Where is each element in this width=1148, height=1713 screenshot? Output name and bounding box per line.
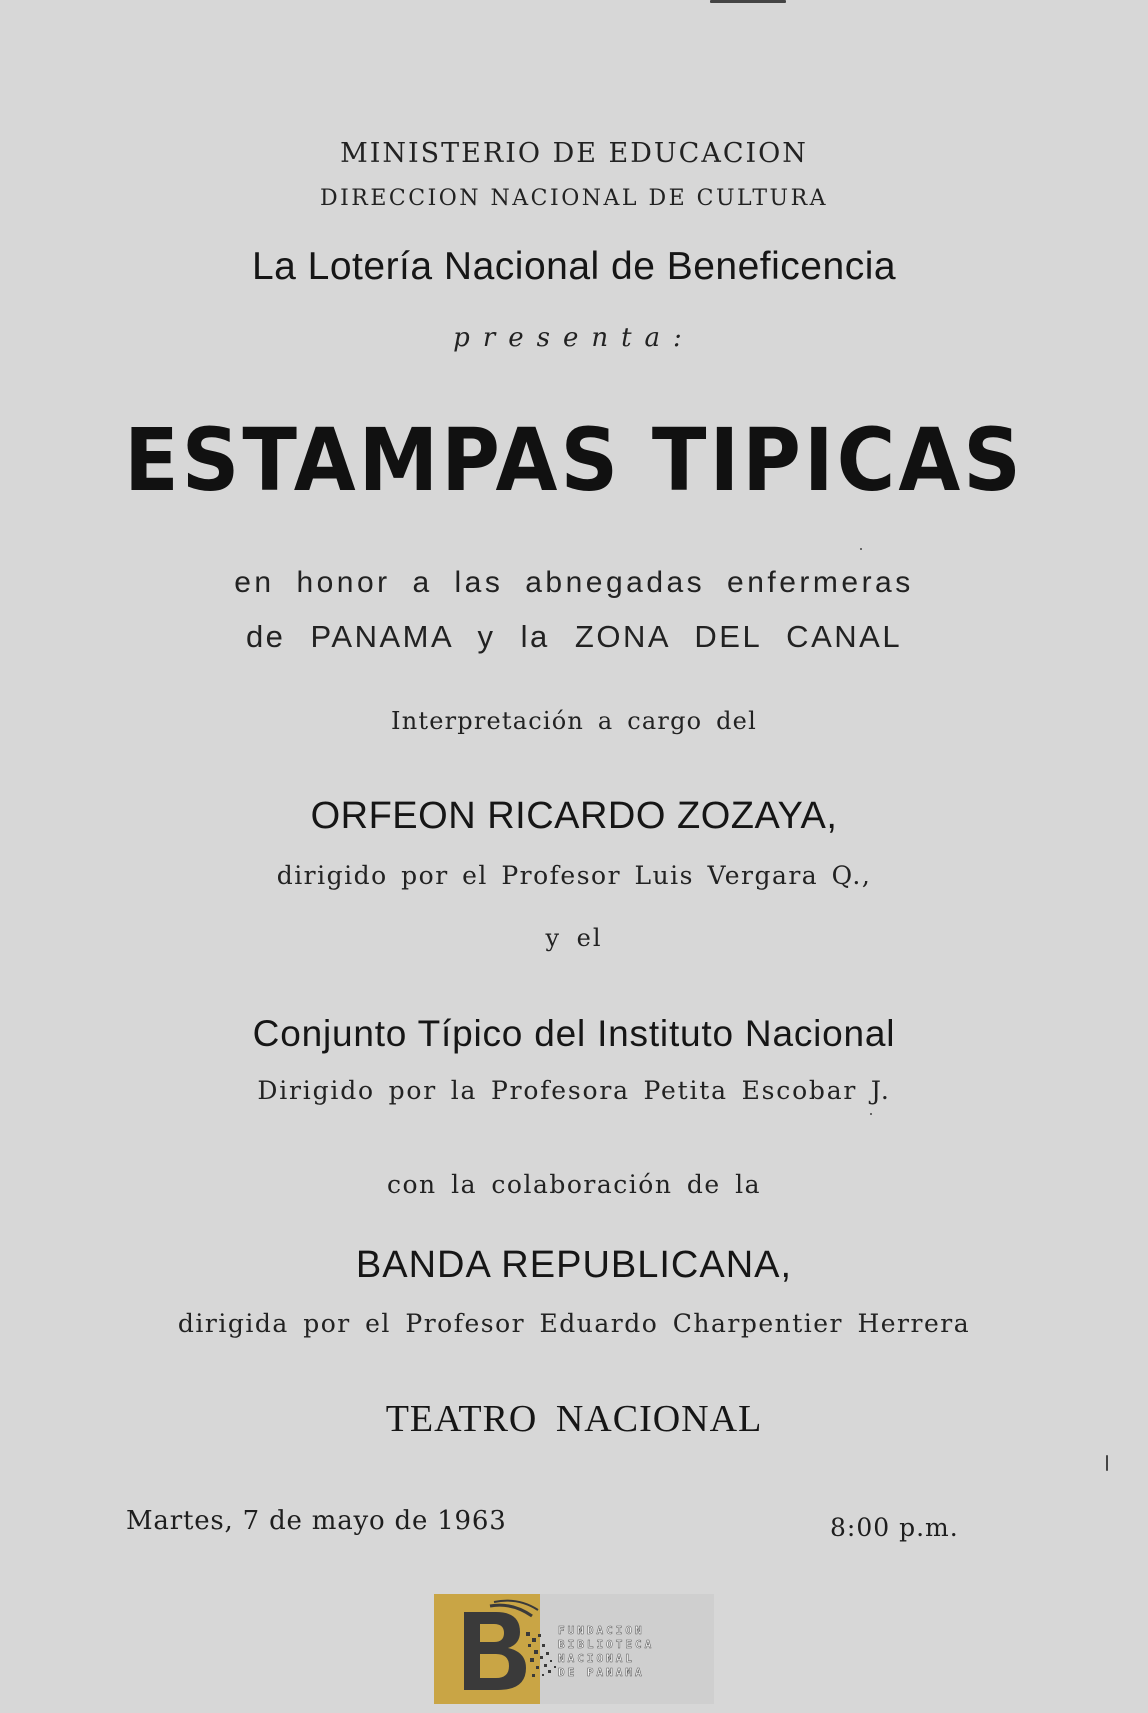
conjunto-director: Dirigido por la Profesora Petita Escobar J.	[257, 1076, 891, 1105]
dedication-line-2: de PANAMA y la ZONA DEL CANAL	[245, 619, 903, 654]
scan-speck	[870, 1113, 872, 1115]
event-time: 8:00 p.m.	[830, 1513, 959, 1542]
dedication-line-1: en honor a las abnegadas enfermeras	[234, 566, 914, 599]
logo-line-1: FUNDACION	[558, 1624, 645, 1637]
library-logo	[434, 1594, 714, 1704]
conjunto-name: Conjunto Típico del Instituto Nacional	[252, 1013, 896, 1054]
logo-line-4: DE PANAMA	[558, 1666, 645, 1679]
ministerio-heading: MINISTERIO DE EDUCACION	[340, 138, 808, 169]
logo-line-3: NACIONAL	[558, 1652, 635, 1665]
loteria-heading: La Lotería Nacional de Beneficencia	[251, 245, 897, 288]
logo-line-2: BIBLIOTECA	[558, 1638, 655, 1651]
orfeon-name: ORFEON RICARDO ZOZAYA,	[310, 795, 838, 837]
collaboration-text: con la colaboración de la	[386, 1170, 762, 1199]
conjunction-text: y el	[545, 924, 603, 952]
logo-text	[558, 1624, 704, 1680]
scan-speck	[1106, 1455, 1108, 1471]
scan-speck	[710, 0, 786, 3]
orfeon-director: dirigido por el Profesor Luis Vergara Q.,	[276, 861, 872, 890]
event-title: ESTAMPAS TIPICAS	[124, 410, 1024, 511]
interpretation-text: Interpretación a cargo del	[391, 707, 757, 735]
venue-name: TEATRO NACIONAL	[385, 1398, 763, 1440]
direccion-heading: DIRECCION NACIONAL DE CULTURA	[319, 186, 829, 211]
banda-name: BANDA REPUBLICANA,	[355, 1244, 793, 1286]
banda-director: dirigida por el Profesor Eduardo Charpentier Herrera	[177, 1309, 971, 1338]
presenta-text: presenta:	[453, 323, 695, 353]
event-date: Martes, 7 de mayo de 1963	[126, 1506, 507, 1536]
logo-b-icon	[434, 1594, 564, 1704]
scan-speck	[860, 548, 862, 550]
